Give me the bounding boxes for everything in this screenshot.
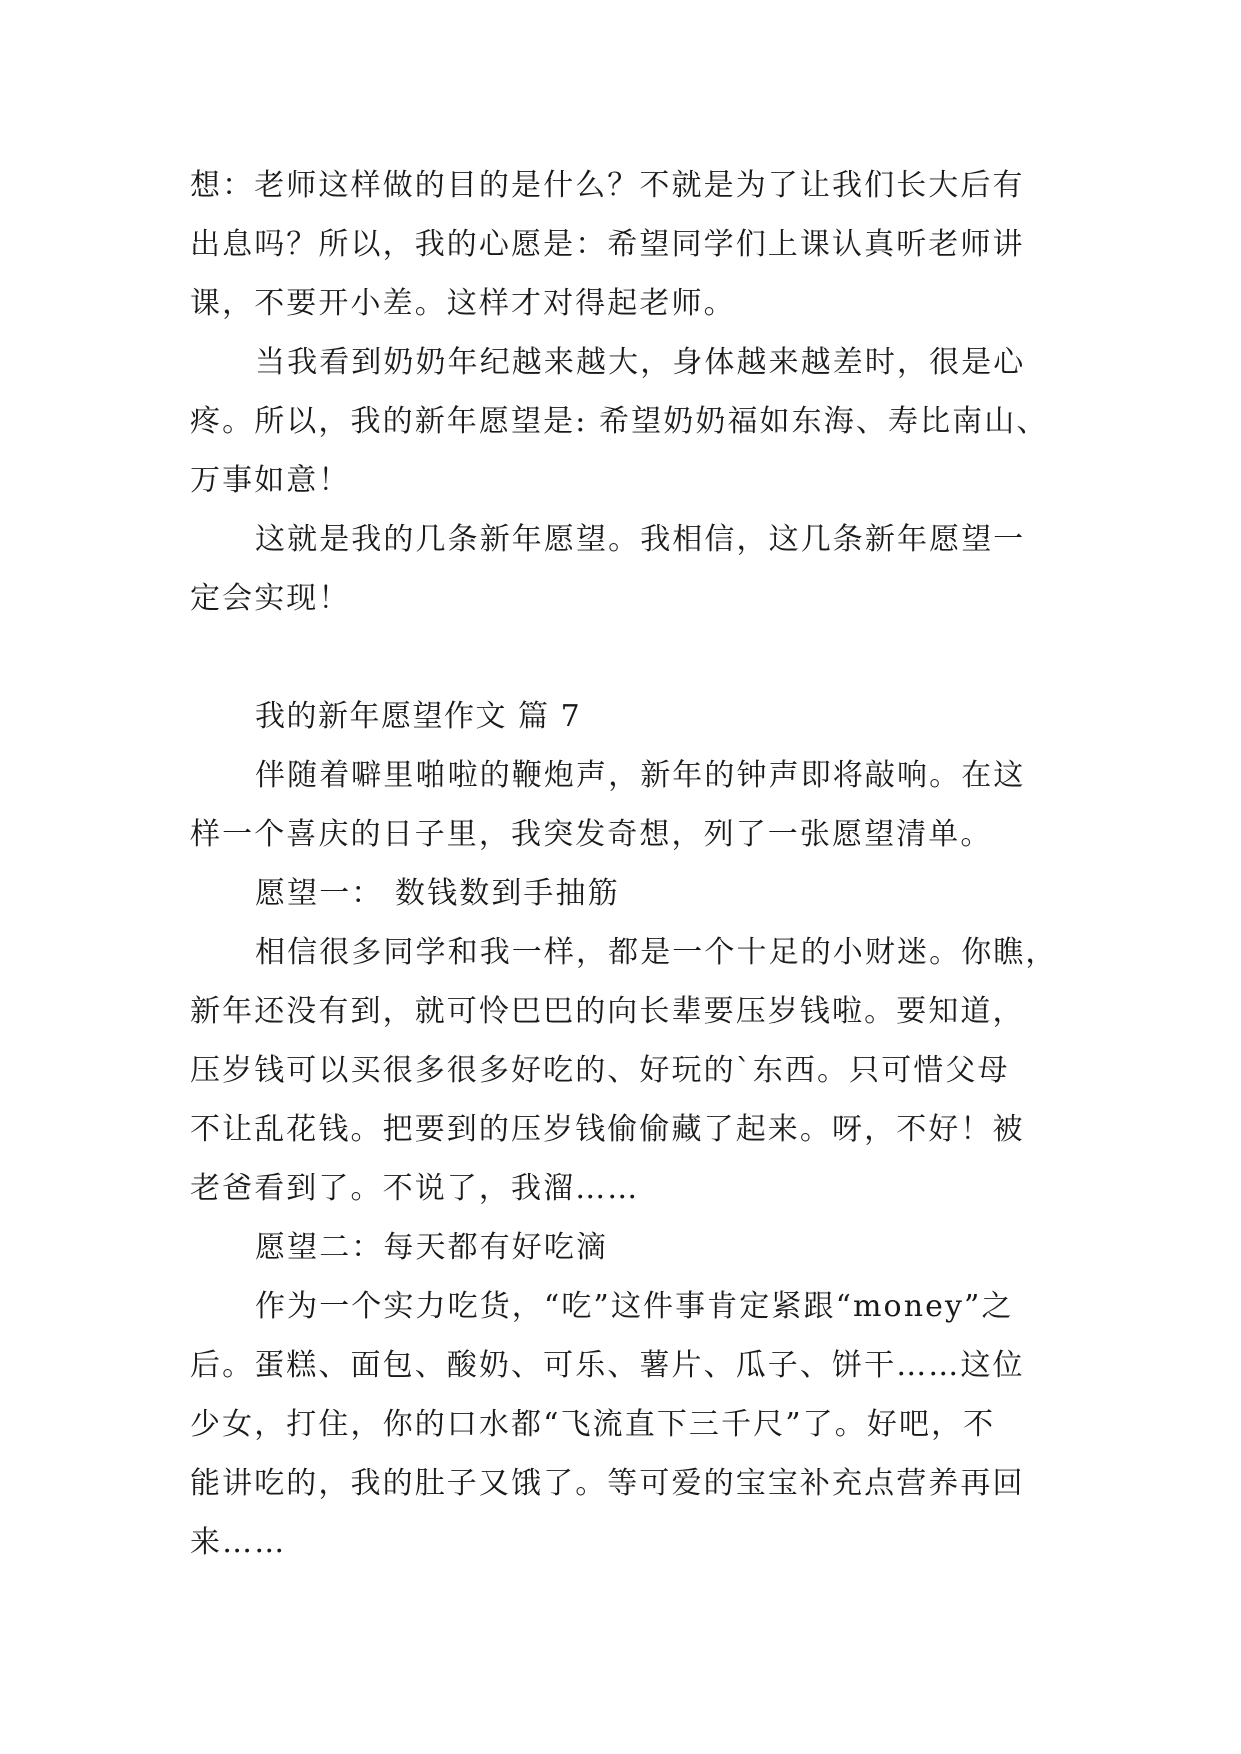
wish-heading: 愿望二：每天都有好吃滴 bbox=[255, 1230, 609, 1265]
paragraph-line: 压岁钱可以买很多很多好吃的、好玩的`东西。只可惜父母 bbox=[190, 1053, 1010, 1088]
paragraph-line: 定会实现！ bbox=[190, 581, 351, 616]
paragraph-line: 想：老师这样做的目的是什么？不就是为了让我们长大后有 bbox=[190, 168, 1025, 203]
paragraph-line: 少女，打住，你的口水都“飞流直下三千尺”了。好吧，不 bbox=[190, 1407, 996, 1442]
paragraph-line: 课，不要开小差。这样才对得起老师。 bbox=[190, 286, 736, 321]
paragraph-line: 样一个喜庆的日子里，我突发奇想，列了一张愿望清单。 bbox=[190, 817, 993, 852]
section-heading: 我的新年愿望作文 篇 7 bbox=[255, 699, 582, 734]
paragraph-line: 后。蛋糕、面包、酸奶、可乐、薯片、瓜子、饼干……这位 bbox=[190, 1348, 1025, 1383]
paragraph-line: 出息吗？所以，我的心愿是：希望同学们上课认真听老师讲 bbox=[190, 227, 1025, 262]
paragraph-line: 老爸看到了。不说了，我溜…… bbox=[190, 1171, 640, 1206]
paragraph-line: 不让乱花钱。把要到的压岁钱偷偷藏了起来。呀，不好！被 bbox=[190, 1112, 1025, 1147]
wish-heading: 愿望一： 数钱数到手抽筋 bbox=[255, 876, 620, 911]
paragraph-line: 新年还没有到，就可怜巴巴的向长辈要压岁钱啦。要知道， bbox=[190, 994, 1025, 1029]
paragraph-line: 万事如意！ bbox=[190, 463, 351, 498]
paragraph-line: 能讲吃的，我的肚子又饿了。等可爱的宝宝补充点营养再回 bbox=[190, 1466, 1025, 1501]
paragraph-line: 来…… bbox=[190, 1525, 287, 1560]
paragraph-line: 当我看到奶奶年纪越来越大，身体越来越差时，很是心 bbox=[255, 345, 1026, 380]
paragraph-line: 作为一个实力吃货，“吃”这件事肯定紧跟“money”之 bbox=[255, 1289, 1014, 1324]
paragraph-line: 这就是我的几条新年愿望。我相信，这几条新年愿望一 bbox=[255, 522, 1026, 557]
paragraph-line: 伴随着噼里啪啦的鞭炮声，新年的钟声即将敲响。在这 bbox=[255, 758, 1026, 793]
paragraph-line: 疼。所以，我的新年愿望是: 希望奶奶福如东海、寿比南山、 bbox=[190, 404, 1049, 439]
paragraph-line: 相信很多同学和我一样，都是一个十足的小财迷。你瞧， bbox=[255, 935, 1058, 970]
